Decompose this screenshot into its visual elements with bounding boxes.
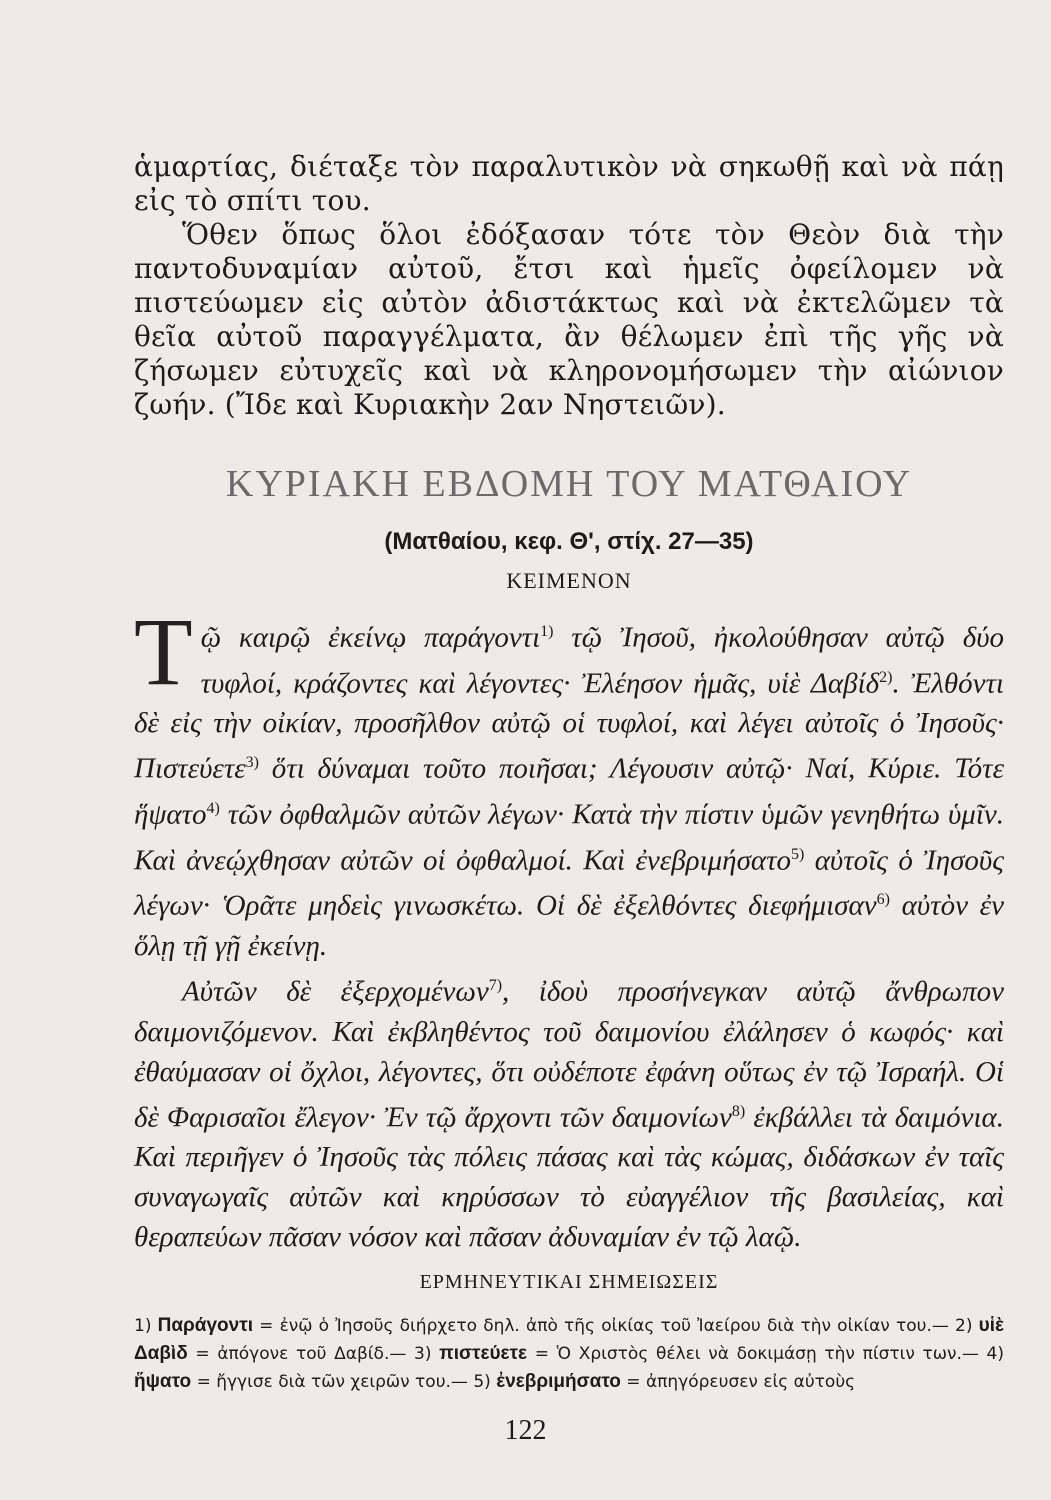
note-text: = ἤγγισε διὰ τῶν χειρῶν του.— 5) [191,1372,497,1393]
footnote-ref: 4) [206,799,220,817]
footnote-ref: 2) [879,668,893,686]
note-term: Παράγοντι [157,1315,253,1337]
text-span: αὐτὸν ἐν ὅλῃ τῇ γῇ ἐκείνῃ. [134,889,1004,962]
notes-text [134,1312,1004,1396]
footnote-ref: 7) [488,976,503,994]
text-span: Αὐτῶν δὲ ἐξερχομένων [182,975,489,1008]
page-content [134,150,1004,1396]
section-title: ΚΥΡΙΑΚΗ ΕΒΔΟΜΗ ΤΟΥ ΜΑΤΘΑΙΟΥ [225,463,913,505]
scripture-reference: (Ματθαίου, κεφ. Θ', στίχ. 27—35) [384,528,754,555]
text-span: ἐκβάλλει τὰ δαιμόνια. Καὶ περιῆγεν ὁ Ἰησοῦς τὰς πόλεις πάσας καὶ τὰς κώμας, διδάσκων ἐν ταῖς συναγωγαῖς αὐτῶν καὶ κηρύσσων τὸ εὐαγγέλιον τῆς βασιλείας, καὶ θεραπεύων πᾶσαν νόσον καὶ πᾶσαν ἀδυναμίαν ἐν τῷ λαῷ. [134,1101,1004,1254]
text-span: ῷ καιρῷ ἐκείνῳ παράγοντι [200,621,541,654]
note-text: = ἐνῷ ὁ Ἰησοῦς διήρχετο δηλ. ἀπὸ τῆς οἰκίας τοῦ Ἰαείρου διὰ τὴν οἰκίαν του.— 2) [252,1316,979,1337]
note-term: ἥψατο [134,1371,192,1393]
note-text: = Ὁ Χριστὸς θέλει νὰ δοκιμάσῃ τὴν πίστιν των.— 4) [527,1344,1004,1365]
gospel-paragraph-1 [134,598,1005,966]
note-term: πιστεύετε [439,1343,528,1365]
note-text: = ἀπηγόρευσεν εἰς αὐτοὺς [620,1372,856,1393]
note-number: 1) [134,1316,158,1337]
continued-line: ἁμαρτίας, διέταξε τὸν παραλυτικὸν νὰ σηκωθῇ καὶ νὰ πάῃ εἰς τὸ σπίτι του. [134,150,1004,217]
closing-paragraph: Ὅθεν ὅπως ὅλοι ἐδόξασαν τότε τὸν Θεὸν διὰ τὴν παντοδυναμίαν αὐτοῦ, ἔτσι καὶ ἡμεῖς ὀφείλομεν νὰ πιστεύωμεν εἰς αὐτὸν ἀδιστάκτως καὶ νὰ ἐκτελῶμεν τὰ θεῖα αὐτοῦ παραγγέλματα, ἂν θέλωμεν ἐπὶ τῆς γῆς νὰ ζήσωμεν εὐτυχεῖς καὶ νὰ κληρονομήσωμεν τὴν αἰώνιον ζωήν. (Ἴδε καὶ Κυριακὴν 2αν Νηστειῶν). [134,218,1004,421]
footnote-ref: 3) [245,754,259,772]
text-span: αὐτοῖς ὁ Ἰησοῦς λέγων· Ὁρᾶτε μηδεὶς γινωσκέτω. Οἱ δὲ ἐξελθόντες διεφήμισαν [134,844,1004,922]
text-span: τῷ Ἰησοῦ, ἠκολούθησαν αὐτῷ δύο τυφλοί, κράζοντες καὶ λέγοντες· Ἐλέησον ἡμᾶς, υἱὲ Δαβίδ [200,621,1005,700]
note-term: ἐνεβριμήσατο [496,1371,621,1393]
text-span: ὅτι δύναμαι τοῦτο ποιῆσαι; Λέγουσιν αὐτῷ· Ναί, Κύριε. Τότε ἥψατο [134,752,1004,831]
gospel-paragraph-2 [134,966,1004,1257]
footnote-ref: 8) [731,1102,746,1120]
keimenon-heading: ΚΕΙΜΕΝΟΝ [506,568,632,593]
continued-text [134,150,1004,422]
text-span: τῶν ὀφθαλμῶν αὐτῶν λέγων· Κατὰ τὴν πίστιν ὑμῶν γενηθήτω ὑμῖν. Καὶ ἀνεῴχθησαν αὐτῶν οἱ ὀφθαλμοί. Καὶ ἐνεβριμήσατο [134,798,1004,877]
notes-heading: ΕΡΜΗΝΕΥΤΙΚΑΙ ΣΗΜΕΙΩΣΕΙΣ [419,1271,719,1294]
footnote-ref: 1) [540,623,554,640]
note-text: = ἀπόγονε τοῦ Δαβίδ.— 3) [187,1344,440,1365]
text-span: . Ἐλθόντι δὲ εἰς τὴν οἰκίαν, προσῆλθον αὐτῷ οἱ τυφλοί, καὶ λέγει αὐτοῖς ὁ Ἰησοῦς· Πιστεύετε [134,667,1004,785]
footnote-ref: 6) [876,891,890,909]
note-term: υἱὲ Δαβὶδ [134,1315,1005,1365]
footnote-ref: 5) [790,845,805,863]
page-number: 122 [504,1415,547,1446]
drop-cap: Τ [134,598,193,705]
text-span: , ἰδοὺ προσήνεγκαν αὐτῷ ἄνθρωπον δαιμονιζόμενον. Καὶ ἐκβληθέντος τοῦ δαιμονίου ἐλάλησεν ὁ κωφός· καὶ ἐθαύμασαν οἱ ὄχλοι, λέγοντες, ὅτι οὐδέποτε ἐφάνη οὕτως ἐν τῷ Ἰσραήλ. Οἱ δὲ Φαρισαῖοι ἔλεγον· Ἐν τῷ ἄρχοντι τῶν δαιμονίων [134,975,1004,1134]
gospel-text [134,598,1005,1257]
